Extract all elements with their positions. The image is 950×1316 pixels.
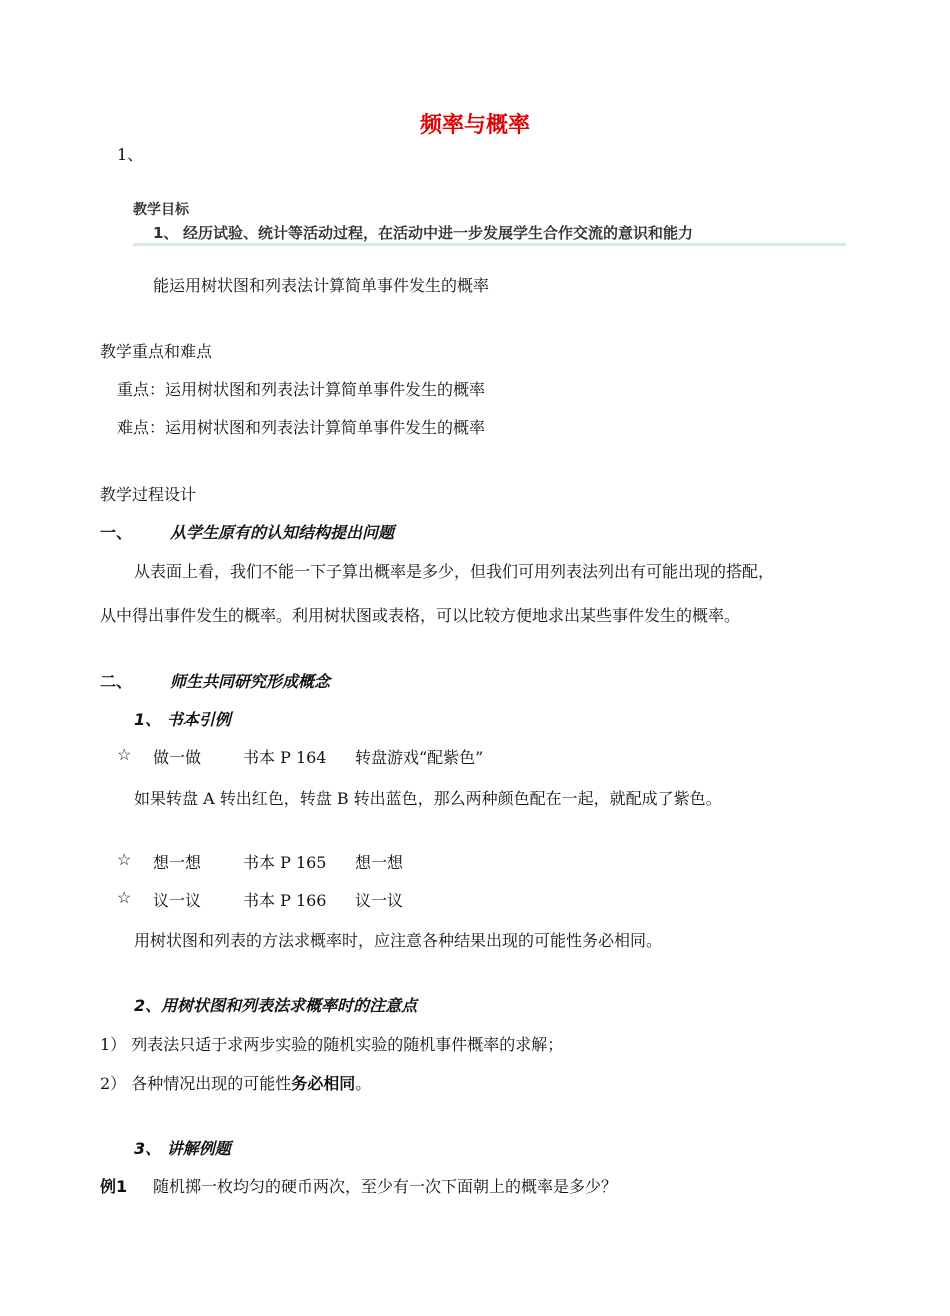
item-3-description: 用树状图和列表的方法求概率时，应注意各种结果出现的可能性务必相同。 xyxy=(134,931,663,950)
box-line-text: 经历试验、统计等活动过程，在活动中进一步发展学生合作交流的意识和能力 xyxy=(183,224,694,242)
item-2-activity: 想一想 xyxy=(153,853,202,872)
star-icon: ☆ xyxy=(117,888,132,907)
process-heading: 教学过程设计 xyxy=(100,485,197,504)
item-3-activity: 议一议 xyxy=(153,891,202,910)
item-1-description: 如果转盘 A 转出红色，转盘 B 转出蓝色，那么两种颜色配在一起，就配成了紫色。 xyxy=(134,789,722,808)
star-icon: ☆ xyxy=(117,850,132,869)
box-divider xyxy=(133,243,846,246)
box-label: 教学目标 xyxy=(133,202,189,218)
item-1-page: 书本 P 164 xyxy=(243,748,327,767)
key-heading: 教学重点和难点 xyxy=(100,342,213,361)
subsection-3: 3、 讲解例题 xyxy=(134,1139,231,1158)
item-1-activity: 做一做 xyxy=(153,748,202,767)
key-point: 重点：运用树状图和列表法计算简单事件发生的概率 xyxy=(117,380,486,399)
note-2-emphasis: 务必相同 xyxy=(291,1074,356,1093)
note-1: 1） 列表法只适于求两步实验的随机实验的随机事件概率的求解； xyxy=(100,1035,564,1054)
section-1-number: 一、 xyxy=(100,523,133,542)
note-2 xyxy=(100,1071,371,1094)
subsection-1: 1、 书本引例 xyxy=(134,710,231,729)
section-1-title: 从学生原有的认知结构提出问题 xyxy=(170,523,395,542)
paragraph-1-line-2: 从中得出事件发生的概率。利用树状图或表格，可以比较方便地求出某些事件发生的概率。 xyxy=(100,606,741,625)
example-1-label: 例1 xyxy=(100,1177,128,1196)
star-icon: ☆ xyxy=(117,745,132,764)
item-number: 1、 xyxy=(117,145,144,164)
paragraph-1-line-1: 从表面上看，我们不能一下子算出概率是多少，但我们可用列表法列出有可能出现的搭配， xyxy=(134,562,775,581)
item-3-page: 书本 P 166 xyxy=(243,891,327,910)
note-2-text: 2） 各种情况出现的可能性 xyxy=(100,1074,292,1093)
page-title: 频率与概率 xyxy=(419,113,530,138)
subsection-2: 2、用树状图和列表法求概率时的注意点 xyxy=(134,996,418,1015)
note-2-end: 。 xyxy=(355,1074,372,1093)
section-2-number: 二、 xyxy=(100,672,133,691)
goal-2: 能运用树状图和列表法计算简单事件发生的概率 xyxy=(153,276,490,295)
item-1-topic: 转盘游戏“配紫色” xyxy=(355,748,484,767)
item-3-topic: 议一议 xyxy=(355,891,404,910)
box-line-number: 1、 xyxy=(153,224,179,242)
example-1-text: 随机掷一枚均匀的硬币两次，至少有一次下面朝上的概率是多少？ xyxy=(153,1177,618,1196)
hard-point: 难点：运用树状图和列表法计算简单事件发生的概率 xyxy=(117,418,486,437)
item-2-page: 书本 P 165 xyxy=(243,853,327,872)
item-2-topic: 想一想 xyxy=(355,853,404,872)
section-2-title: 师生共同研究形成概念 xyxy=(170,672,331,691)
